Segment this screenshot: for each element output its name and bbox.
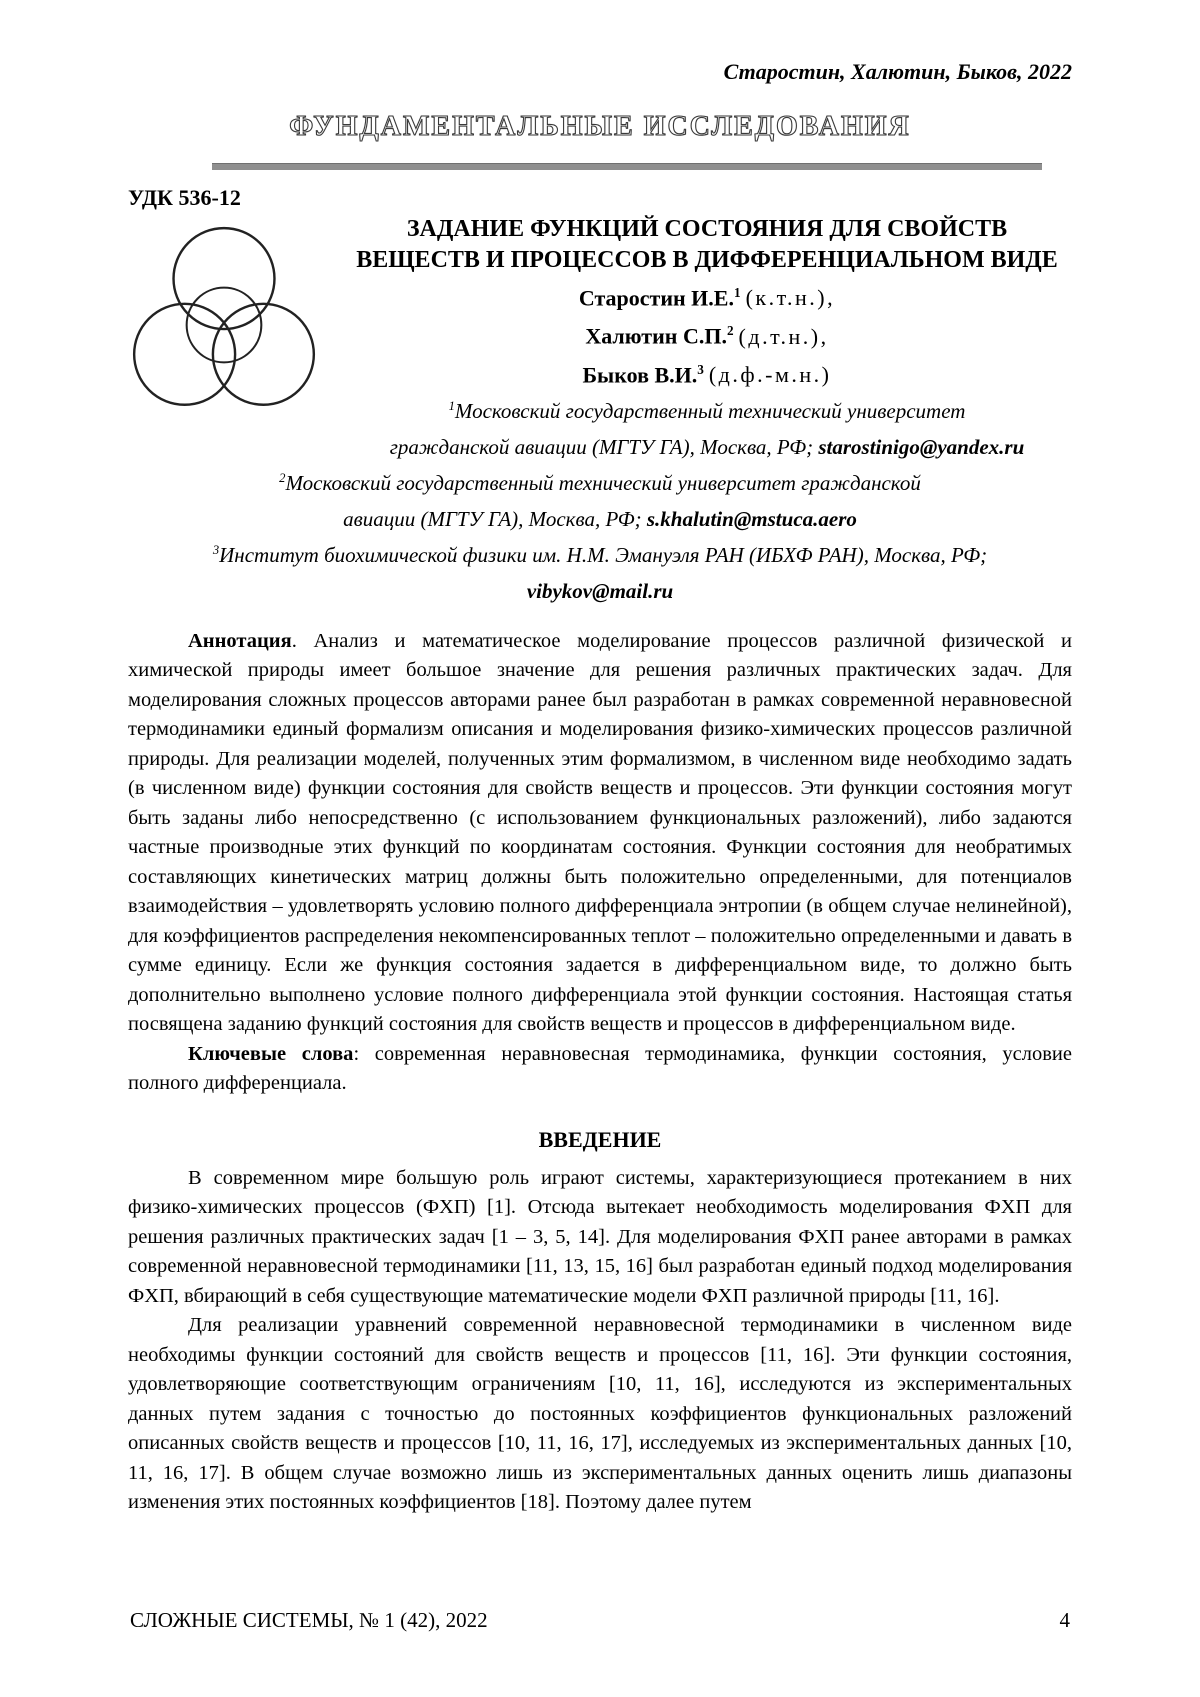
author-affiliation-marker: 1 <box>733 285 741 300</box>
article-title-line-2: ВЕЩЕСТВ И ПРОЦЕССОВ В ДИФФЕРЕНЦИАЛЬНОМ ВИДЕ <box>356 247 1058 273</box>
affiliation-text: гражданской авиации (МГТУ ГА), Москва, РФ; <box>389 434 819 459</box>
affiliation-text: Институт биохимической физики им. Н.М. Эмануэля РАН (ИБХФ РАН), Москва, РФ; <box>219 542 988 567</box>
author-degree: (д.т.н.), <box>738 323 829 349</box>
author-email[interactable]: s.khalutin@mstuca.aero <box>646 506 857 531</box>
affiliation-line <box>128 427 1072 463</box>
abstract-label: Аннотация <box>188 629 292 652</box>
author-affiliation-marker: 2 <box>726 323 734 339</box>
affiliation-text: авиации (МГТУ ГА), Москва, РФ; <box>343 506 647 531</box>
author-name: Быков В.И. <box>582 361 698 387</box>
affiliation-line <box>128 463 1072 499</box>
affiliation-marker: 1 <box>448 398 455 413</box>
footer-page-number: 4 <box>1059 1608 1070 1632</box>
body-paragraph: Для реализации уравнений современной неравновесной термодинамики в численном виде необходимы функции состояний для свойств веществ и процессов [11, 16]. Эти функции состояния, удовлетворяющие соответствующим ограничениям [10, 11, 16], исследуются из экспериментальных данных путем задания с точностью до постоянных коэффициентов функциональных разложений описанных свойств веществ и процессов [10, 11, 16, 17], исследуемых из экспериментальных данных [10, 11, 16, 17]. В общем случае возможно лишь из экспериментальных данных оценить лишь диапазоны изменения этих постоянных коэффициентов [18]. Поэтому далее путем <box>128 1314 1072 1514</box>
author-degree: (к.т.н.), <box>745 285 836 311</box>
affiliation-line <box>128 499 1072 535</box>
udk-code: УДК 536-12 <box>128 185 241 210</box>
body-paragraph: В современном мире большую роль играют системы, характеризующиеся протеканием в них физико-химических процессов (ФХП) [1]. Отсюда вытекает необходимость моделирования ФХП для решения различных практических задач [1 – 3, 5, 14]. Для моделирования ФХП ранее авторами в рамках современной неравновесной термодинамики [11, 13, 15, 16] был разработан единый подход моделирования ФХП, вбирающий в себя существующие математические модели ФХП различной природы [11, 16]. <box>128 1166 1072 1307</box>
page-footer <box>130 1607 1070 1633</box>
author-degree: (д.ф.-м.н.) <box>708 361 832 387</box>
journal-section-banner: ФУНДАМЕНТАЛЬНЫЕ ИССЛЕДОВАНИЯ <box>289 111 911 142</box>
affiliation-line <box>128 571 1072 607</box>
author-name: Старостин И.Е. <box>578 285 734 311</box>
article-title-line-1: ЗАДАНИЕ ФУНКЦИЙ СОСТОЯНИЯ ДЛЯ СВОЙСТВ <box>406 216 1008 242</box>
keywords-text: : современная неравновесная термодинамика, функции состояния, условие полного дифференциала. <box>128 1042 1072 1095</box>
affiliation-text: Московский государственный технический университет гражданской <box>285 470 921 495</box>
affiliation-line <box>128 535 1072 571</box>
journal-logo-icon <box>118 216 330 430</box>
author-email[interactable]: starostinigo@yandex.ru <box>818 434 1025 459</box>
author-email[interactable]: vibykov@mail.ru <box>526 578 674 603</box>
affiliation-marker: 3 <box>212 542 220 557</box>
author-name: Халютин С.П. <box>585 323 727 349</box>
running-head: Старостин, Халютин, Быков, 2022 <box>723 59 1072 84</box>
affiliation-marker: 2 <box>279 470 286 485</box>
keywords-paragraph <box>128 1040 1072 1099</box>
divider-rule <box>212 163 1042 170</box>
abstract-paragraph <box>128 627 1072 1040</box>
affiliation-text: Московский государственный технический университет <box>454 398 966 423</box>
author-affiliation-marker: 3 <box>697 361 704 377</box>
footer-journal-reference: СЛОЖНЫЕ СИСТЕМЫ, № 1 (42), 2022 <box>130 1608 488 1632</box>
keywords-label: Ключевые слова <box>188 1042 354 1065</box>
abstract-text: . Анализ и математическое моделирование процессов различной физической и химической природы имеет большое значение для решения различных практических задач. Для моделирования сложных процессов авторами ранее был разработан в рамках современной неравновесной термодинамики единый формализм описания и моделирования физико-химических процессов различной природы. Для реализации моделей, полученных этим формализмом, в численном виде необходимо задать (в численном виде) функции состояния для свойств веществ и процессов. Эти функции состояния могут быть заданы либо непосредственно (с использованием функциональных разложений), либо задаются частные производные этих функций по координатам состояния. Функции состояния для необратимых составляющих кинетических матриц должны быть положительно определенными, для потенциалов взаимодействия – удовлетворять условию полного дифференциала энтропии (в общем случае нелинейной), для коэффициентов распределения некомпенсированных теплот – положительно определенными и давать в сумме единицу. Если же функция состояния задается в дифференциальном виде, то должно быть дополнительно выполнено условие полного дифференциала этой функции состояния. Настоящая статья посвящена заданию функций состояния для свойств веществ и процессов в дифференциальном виде. <box>128 629 1072 1036</box>
section-heading-introduction: ВВЕДЕНИЕ <box>538 1126 662 1152</box>
